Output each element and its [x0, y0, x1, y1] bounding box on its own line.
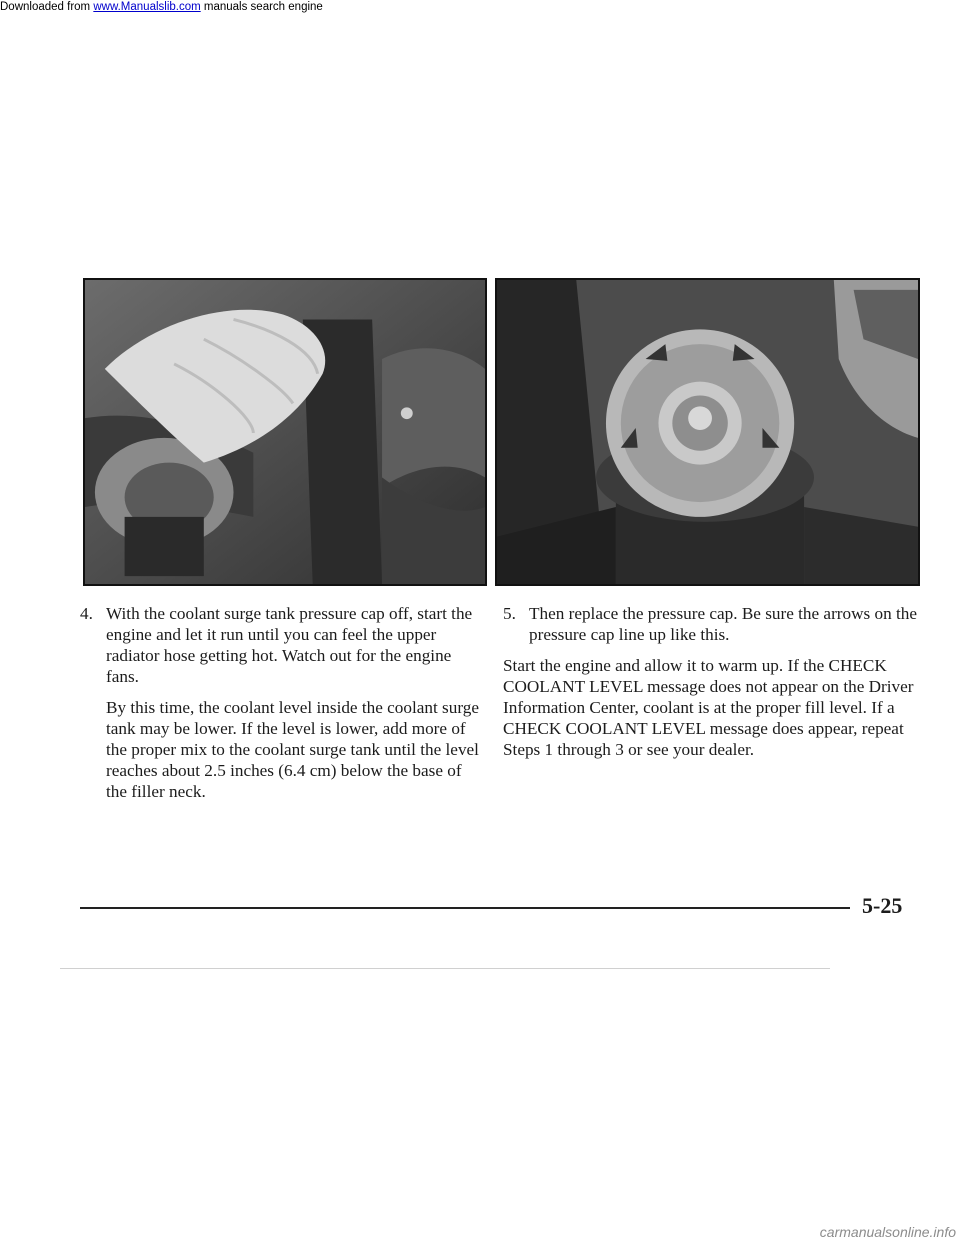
- step-5-text: Then replace the pressure cap. Be sure the arrows on the pressure cap line up like this.: [529, 604, 917, 644]
- step-4-text: With the coolant surge tank pressure cap off, start the engine and let it run until you can feel the upper radiator hose getting hot. Watch out for the engine fans.: [106, 604, 473, 686]
- check-coolant-paragraph: Start the engine and allow it to warm up. If the CHECK COOLANT LEVEL message does not appear on the Driver Information Center, coolant is at the proper fill level. If a CHECK COOLANT LEVEL message does appear, repeat Steps 1 through 3 or see your dealer.: [503, 656, 914, 759]
- watermark: carmanualsonline.info: [819, 1224, 956, 1240]
- footer-rule: [80, 907, 850, 909]
- pressure-cap-photo: [495, 278, 920, 586]
- manualslib-link[interactable]: www.Manualslib.com: [93, 1, 201, 13]
- step-4: [80, 603, 480, 687]
- banner-prefix: Downloaded from: [0, 1, 94, 13]
- coolant-level-paragraph: By this time, the coolant level inside the coolant surge tank may be lower. If the level is lower, add more of the proper mix to the coolant surge tank until the level reaches about 2.5 inches (6.4 cm) below the base of the filler neck.: [106, 698, 479, 801]
- step-4-number: 4.: [80, 604, 93, 623]
- right-column: [503, 603, 918, 760]
- step-5-number: 5.: [503, 604, 516, 623]
- download-banner: [0, 0, 323, 14]
- banner-suffix: manuals search engine: [200, 1, 323, 13]
- step-5: [503, 603, 918, 645]
- scan-edge-line: [60, 968, 830, 969]
- left-column: [80, 603, 480, 802]
- engine-hose-photo: [83, 278, 487, 586]
- page-number: 5-25: [862, 893, 903, 918]
